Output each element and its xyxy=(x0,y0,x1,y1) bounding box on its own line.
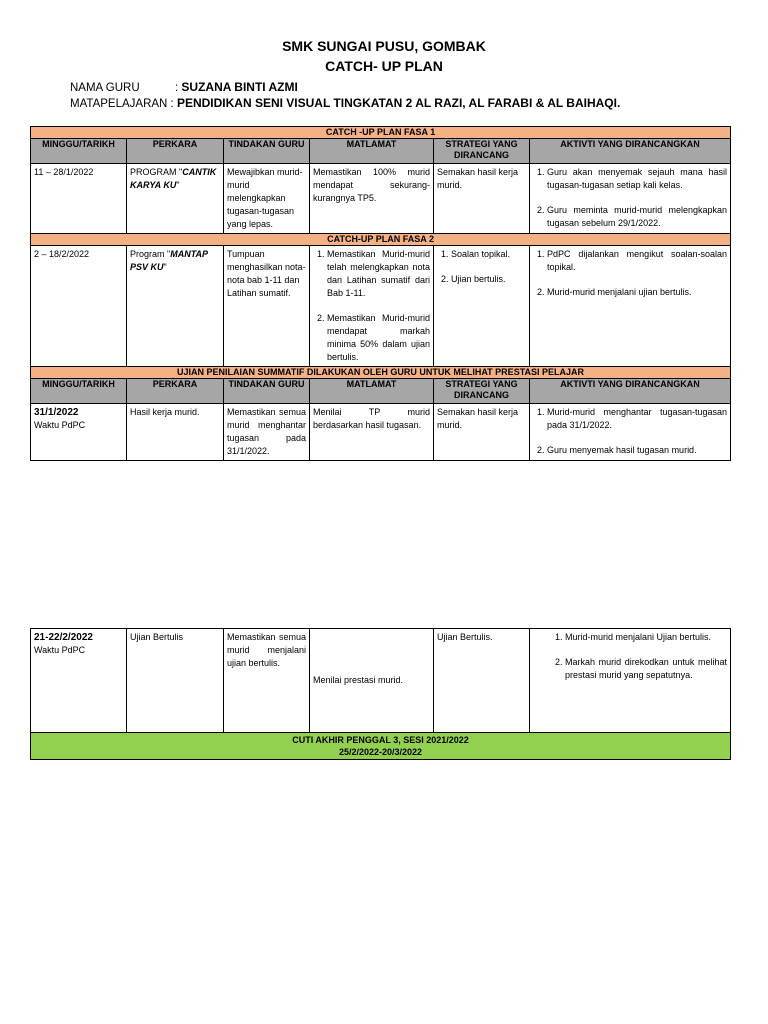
header-row xyxy=(31,139,731,164)
list-item: 2. Guru menyemak hasil tugasan murid. xyxy=(547,444,727,457)
list-item: 2. Markah murid direkodkan untuk melihat prestasi murid yang sepatutnya. xyxy=(565,656,727,682)
teacher-line xyxy=(70,80,298,94)
phase2-band xyxy=(31,234,731,246)
col-header-minggu: MINGGU/TARIKH xyxy=(31,379,127,404)
phase1-date: 11 – 28/1/2022 xyxy=(31,164,127,234)
phase1-perkara-suffix: " xyxy=(176,180,180,190)
phase3-date: 31/1/2022 xyxy=(34,407,79,418)
col-header-minggu: MINGGU/TARIKH xyxy=(31,139,127,164)
phase4-row xyxy=(31,629,731,733)
subject-label: MATAPELAJARAN : xyxy=(70,98,174,110)
phase2-row xyxy=(31,246,731,367)
col-header-tindakan: TINDAKAN GURU xyxy=(224,139,310,164)
list-item: 1. Soalan topikal. xyxy=(451,248,526,261)
list-item: 2. Guru meminta murid-murid melengkapkan tugasan sebelum 29/1/2022. xyxy=(547,204,727,230)
phase1-tindakan: Mewajibkan murid-murid melengkapkan tugasan-tugasan yang lepas. xyxy=(224,164,310,234)
col-header-aktiviti: AKTIVTI YANG DIRANCANGKAN xyxy=(530,139,731,164)
col-header-matlamat: MATLAMAT xyxy=(310,139,434,164)
phase1-perkara xyxy=(127,164,224,234)
list-item: 2. Murid-murid menjalani ujian bertulis. xyxy=(547,286,727,299)
phase1-matlamat: Memastikan 100% murid mendapat sekurang-kurangnya TP5. xyxy=(310,164,434,234)
subject-name: PENDIDIKAN SENI VISUAL TINGKATAN 2 AL RAZI, AL FARABI & AL BAIHAQI. xyxy=(176,96,621,110)
phase1-aktiviti xyxy=(530,164,731,234)
holiday-band-cell xyxy=(31,733,731,760)
teacher-sep: : xyxy=(175,82,179,94)
phase2-band-label: CATCH-UP PLAN FASA 2 xyxy=(31,234,731,246)
col-header-perkara: PERKARA xyxy=(127,379,224,404)
col-header-strategi: STRATEGI YANG DIRANCANG xyxy=(434,139,530,164)
phase1-band-label: CATCH -UP PLAN FASA 1 xyxy=(31,127,731,139)
ujian-table xyxy=(30,628,731,760)
phase2-program-name: MANTAP PSV KU xyxy=(130,249,208,272)
phase1-strategi: Semakan hasil kerja murid. xyxy=(434,164,530,234)
subject-line xyxy=(70,96,620,110)
list-item: 2. Memastikan Murid-murid mendapat markah minima 50% dalam ujian bertulis. xyxy=(327,312,430,364)
phase4-date: 21-22/2/2022 xyxy=(34,632,93,643)
phase1-perkara-prefix: PROGRAM " xyxy=(130,167,183,177)
holiday-title: CUTI AKHIR PENGGAL 3, SESI 2021/2022 xyxy=(292,735,469,745)
list-item: 1. Murid-murid menghantar tugasan-tugasan pada 31/1/2022. xyxy=(547,406,727,432)
holiday-dates: 25/2/2022-20/3/2022 xyxy=(338,747,423,757)
phase2-aktiviti xyxy=(530,246,731,367)
phase2-perkara xyxy=(127,246,224,367)
phase4-time: Waktu PdPC xyxy=(34,645,86,655)
col-header-aktiviti: AKTIVTI YANG DIRANCANGKAN xyxy=(530,379,731,404)
phase4-tindakan: Memastikan semua murid menjalani ujian bertulis. xyxy=(224,629,310,733)
phase2-strategi xyxy=(434,246,530,367)
col-header-perkara: PERKARA xyxy=(127,139,224,164)
phase4-date-cell xyxy=(31,629,127,733)
phase3-date-cell xyxy=(31,404,127,461)
header-row-2 xyxy=(31,379,731,404)
phase2-date: 2 – 18/2/2022 xyxy=(31,246,127,367)
phase4-matlamat: Menilai prestasi murid. xyxy=(310,629,434,733)
phase2-matlamat xyxy=(310,246,434,367)
phase3-matlamat: Menilai TP murid berdasarkan hasil tugasan. xyxy=(310,404,434,461)
list-item: 1. Memastikan Murid-murid telah melengkapkan nota dan Latihan sumatif dari Bab 1-11. xyxy=(327,248,430,300)
phase1-band xyxy=(31,127,731,139)
list-item: 1. Murid-murid menjalani Ujian bertulis. xyxy=(565,631,727,644)
list-item: 1. Guru akan menyemak sejauh mana hasil tugasan-tugasan setiap kali kelas. xyxy=(547,166,727,192)
phase3-band-label: UJIAN PENILAIAN SUMMATIF DILAKUKAN OLEH GURU UNTUK MELIHAT PRESTASI PELAJAR xyxy=(31,367,731,379)
teacher-name: SUZANA BINTI AZMI xyxy=(181,80,298,94)
catch-up-table xyxy=(30,126,731,461)
list-item: 2. Ujian bertulis. xyxy=(451,273,526,286)
phase4-perkara: Ujian Bertulis xyxy=(127,629,224,733)
phase3-aktiviti xyxy=(530,404,731,461)
phase4-strategi: Ujian Bertulis. xyxy=(434,629,530,733)
phase2-tindakan: Tumpuan menghasilkan nota-nota bab 1-11 dan Latihan sumatif. xyxy=(224,246,310,367)
list-item: 1. PdPC dijalankan mengikut soalan-soalan topikal. xyxy=(547,248,727,274)
phase2-perkara-suffix: " xyxy=(163,262,167,272)
school-title: SMK SUNGAI PUSU, GOMBAK xyxy=(282,38,486,54)
phase1-row xyxy=(31,164,731,234)
col-header-matlamat: MATLAMAT xyxy=(310,379,434,404)
col-header-tindakan: TINDAKAN GURU xyxy=(224,379,310,404)
phase3-row xyxy=(31,404,731,461)
phase4-aktiviti xyxy=(530,629,731,733)
phase1-program-name: CANTIK KARYA KU xyxy=(130,167,217,190)
phase3-time: Waktu PdPC xyxy=(34,420,86,430)
phase3-perkara: Hasil kerja murid. xyxy=(127,404,224,461)
phase3-tindakan: Memastikan semua murid menghantar tugasan pada 31/1/2022. xyxy=(224,404,310,461)
phase2-perkara-prefix: Program " xyxy=(130,249,171,259)
phase3-strategi: Semakan hasil kerja murid. xyxy=(434,404,530,461)
col-header-strategi: STRATEGI YANG DIRANCANG xyxy=(434,379,530,404)
teacher-label: NAMA GURU xyxy=(70,82,140,94)
phase3-band xyxy=(31,367,731,379)
plan-title: CATCH- UP PLAN xyxy=(325,58,443,74)
holiday-band xyxy=(31,733,731,760)
